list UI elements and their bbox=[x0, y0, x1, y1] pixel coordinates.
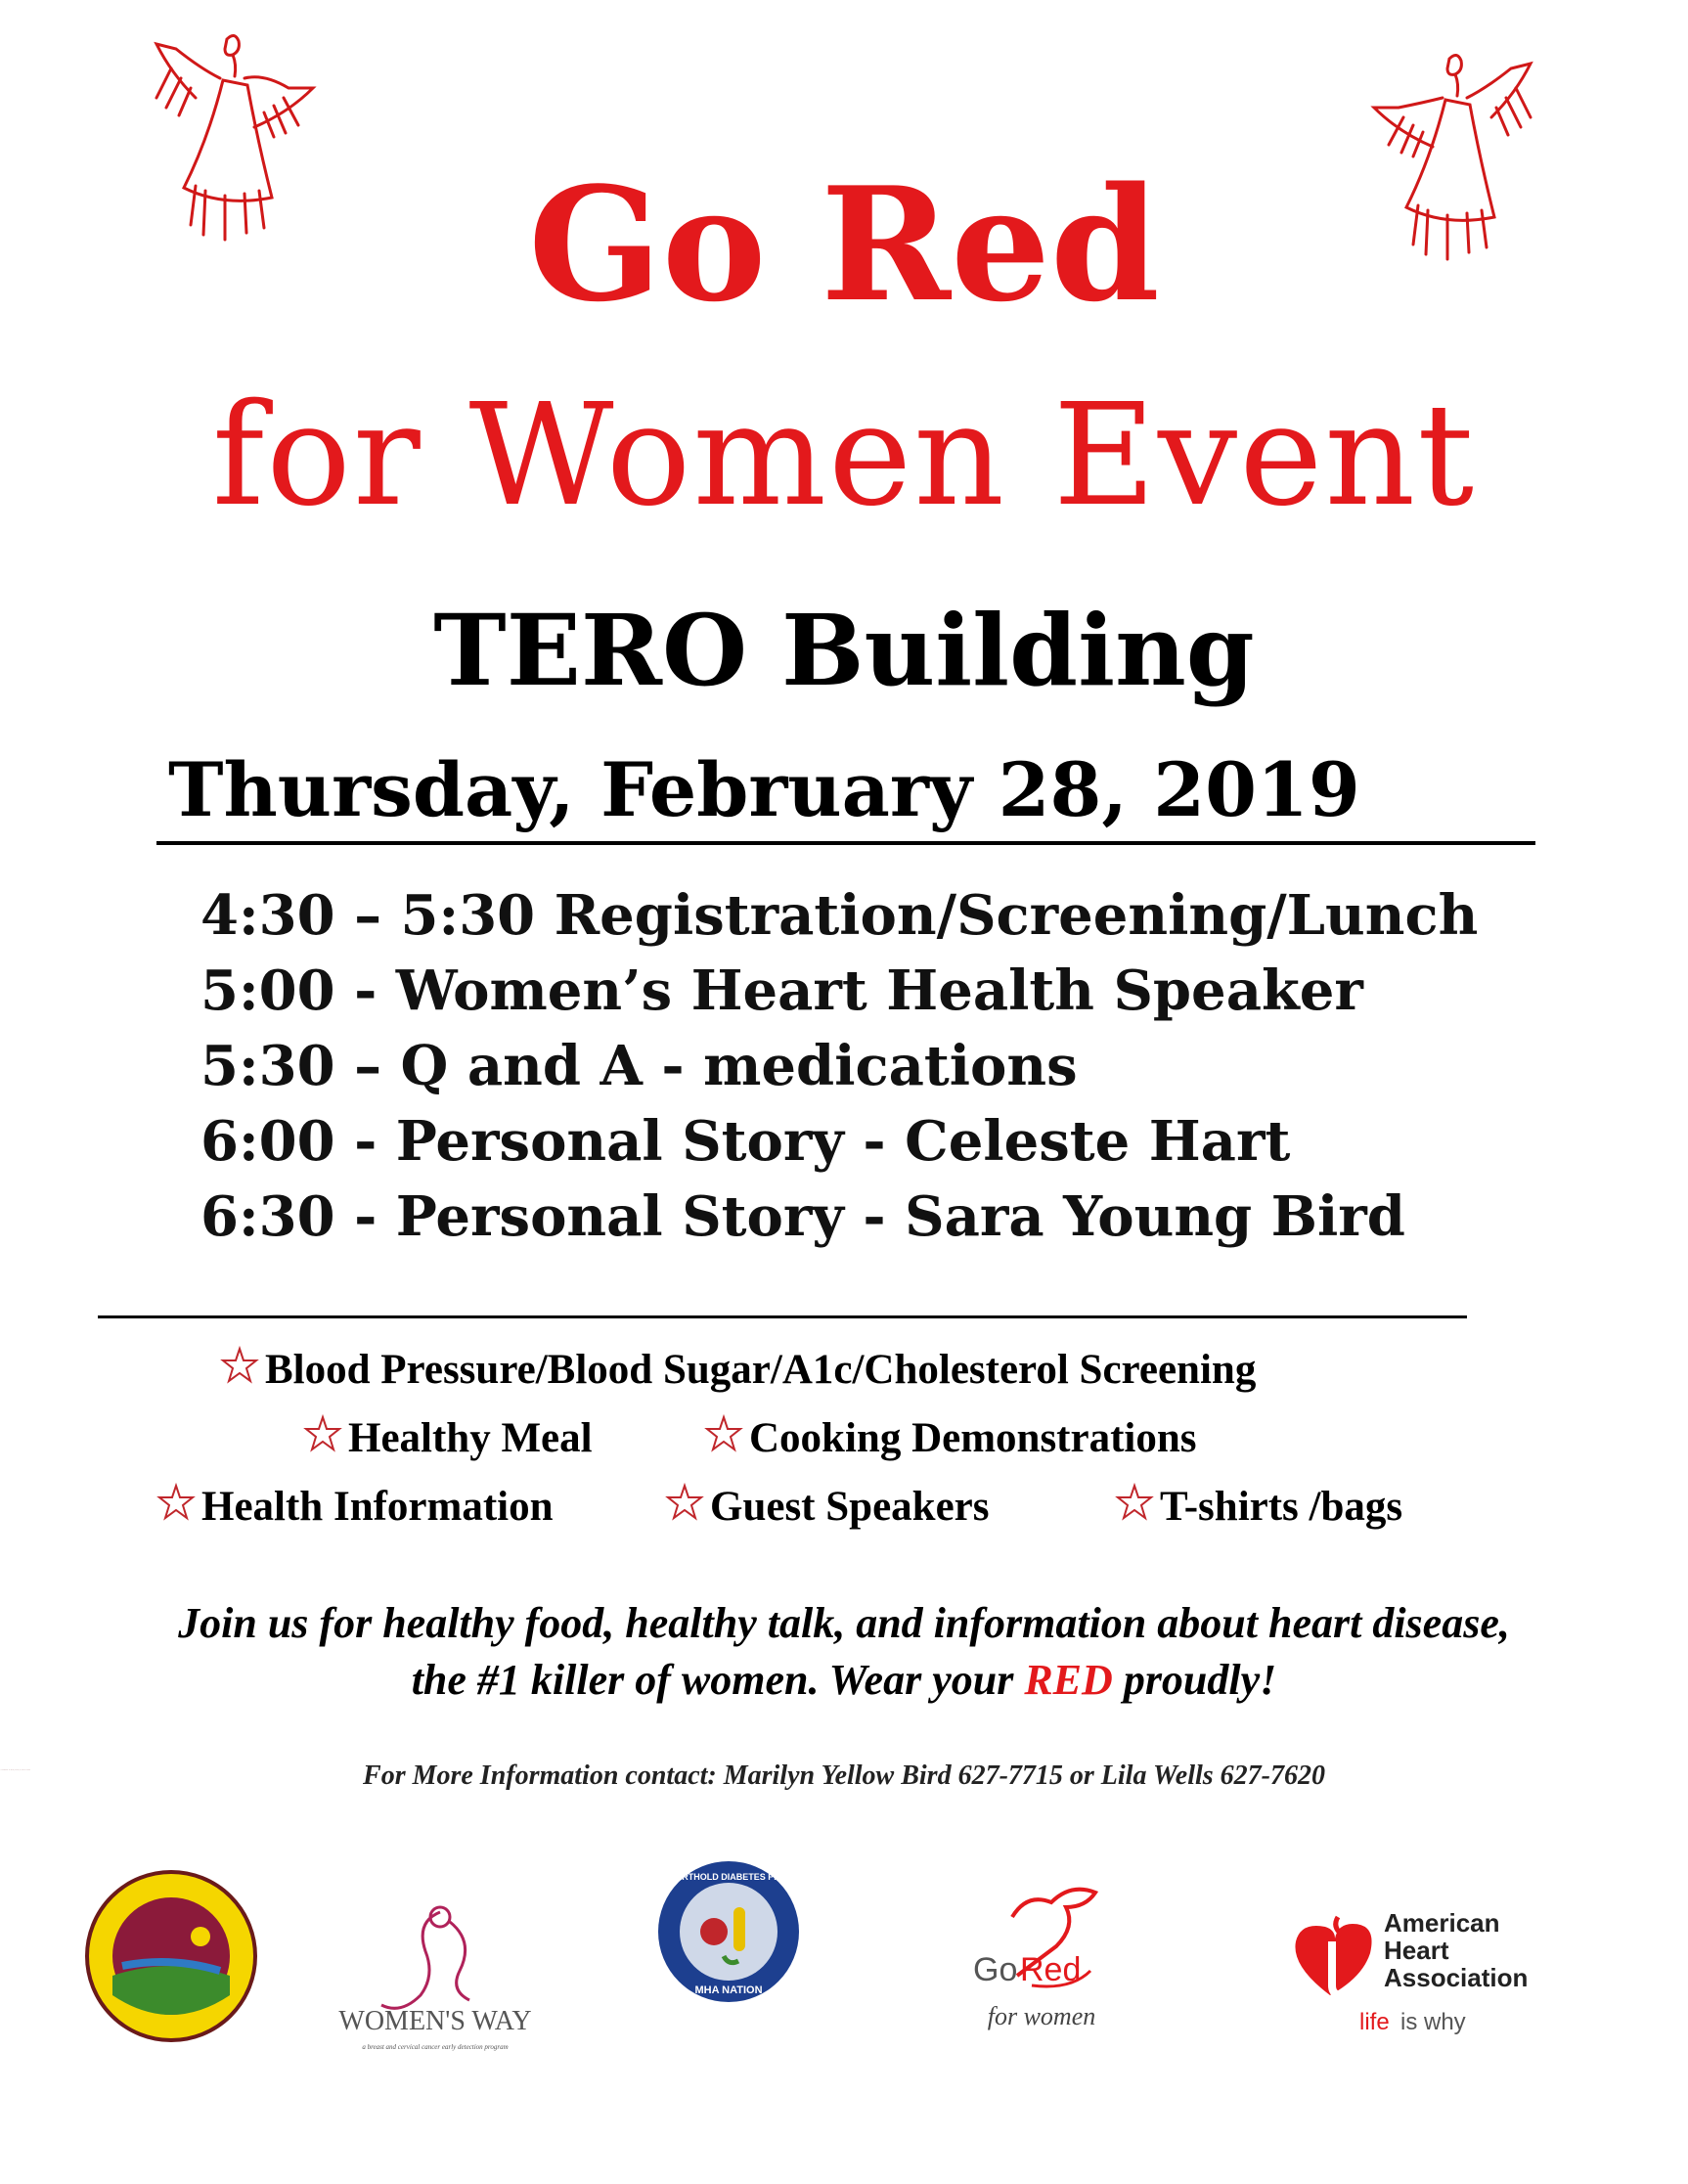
dancer-bullet-icon bbox=[156, 1483, 196, 1522]
event-location: TERO Building bbox=[433, 593, 1255, 708]
section-divider bbox=[98, 1315, 1467, 1318]
aha-life: life bbox=[1359, 2009, 1390, 2035]
feature-info-label: Health Information bbox=[201, 1484, 554, 1530]
title-for-women-event: for Women Event bbox=[211, 373, 1477, 537]
feature-speakers-label: Guest Speakers bbox=[710, 1484, 990, 1530]
american-heart-association-logo bbox=[1281, 1902, 1575, 2049]
aha-is-why: is why bbox=[1400, 2009, 1466, 2035]
elbowoods-logo-text: EALTH CENTER · MANDAN, HIDATSA, & ARIKARA NATION bbox=[0, 1770, 30, 1771]
agenda-item: 6:00 - Personal Story - Celeste Hart bbox=[200, 1109, 1291, 1174]
diabetes-logo-top-text: FORT BERTHOLD DIABETES PROGRAM bbox=[643, 1872, 815, 1882]
agenda-item: 4:30 – 5:30 Registration/Screening/Lunch bbox=[200, 883, 1479, 948]
feature-cooking bbox=[704, 1413, 1197, 1464]
feature-cooking-label: Cooking Demonstrations bbox=[749, 1415, 1197, 1461]
agenda-list bbox=[200, 880, 1478, 1257]
feature-info bbox=[156, 1482, 554, 1533]
feature-screening-label: Blood Pressure/Blood Sugar/A1c/Cholesterol Screening bbox=[265, 1347, 1257, 1393]
womens-way-tagline: a breast and cervical cancer early detection program bbox=[362, 2043, 509, 2051]
elbowoods-health-center-logo bbox=[0, 1770, 259, 2044]
aha-line2: Heart bbox=[1384, 1936, 1449, 1965]
agenda-item: 5:30 – Q and A - medications bbox=[200, 1034, 1078, 1098]
fort-berthold-diabetes-logo bbox=[643, 1858, 815, 2005]
agenda-item: 5:00 - Women’s Heart Health Speaker bbox=[200, 958, 1363, 1023]
aha-line3: Association bbox=[1384, 1963, 1529, 1992]
feature-screening bbox=[220, 1345, 1256, 1396]
go-red-for-women-logo bbox=[944, 1878, 1139, 2044]
dancer-bullet-icon bbox=[665, 1483, 704, 1522]
title-go-red: Go Red bbox=[528, 153, 1160, 336]
feature-tshirts-label: T-shirts /bags bbox=[1160, 1484, 1403, 1530]
join-line2-after: proudly! bbox=[1112, 1656, 1277, 1704]
join-message-line2 bbox=[0, 1653, 1688, 1708]
go-red-logo-red: Red bbox=[1020, 1951, 1082, 1988]
event-date-underline bbox=[156, 743, 1535, 845]
join-line2-before: the #1 killer of women. Wear your bbox=[411, 1656, 1025, 1704]
dancer-bullet-icon bbox=[704, 1414, 743, 1453]
join-red-word: RED bbox=[1024, 1656, 1113, 1704]
dancer-bullet-icon bbox=[303, 1414, 342, 1453]
aha-line1: American bbox=[1384, 1908, 1500, 1938]
dancer-bullet-icon bbox=[1115, 1483, 1154, 1522]
feature-speakers bbox=[665, 1482, 989, 1533]
agenda-item: 6:30 - Personal Story - Sara Young Bird bbox=[200, 1184, 1405, 1249]
contact-info: For More Information contact: Marilyn Yellow Bird 627-7715 or Lila Wells 627-7620 bbox=[363, 1761, 1325, 1791]
go-red-logo-sub: for women bbox=[987, 2002, 1096, 2030]
womens-way-logo bbox=[333, 1893, 538, 2059]
join-message-line1: Join us for healthy food, healthy talk, and information about heart disease, bbox=[178, 1599, 1510, 1647]
go-red-logo-go: Go bbox=[973, 1951, 1018, 1988]
feature-tshirts bbox=[1115, 1482, 1402, 1533]
feature-meal-label: Healthy Meal bbox=[348, 1415, 593, 1461]
feature-meal bbox=[303, 1413, 593, 1464]
womens-way-name: WOMEN'S WAY bbox=[338, 2006, 532, 2036]
event-date: Thursday, February 28, 2019 bbox=[168, 746, 1360, 833]
diabetes-logo-bottom-text: MHA NATION bbox=[694, 1984, 763, 1996]
dancer-bullet-icon bbox=[220, 1346, 259, 1385]
